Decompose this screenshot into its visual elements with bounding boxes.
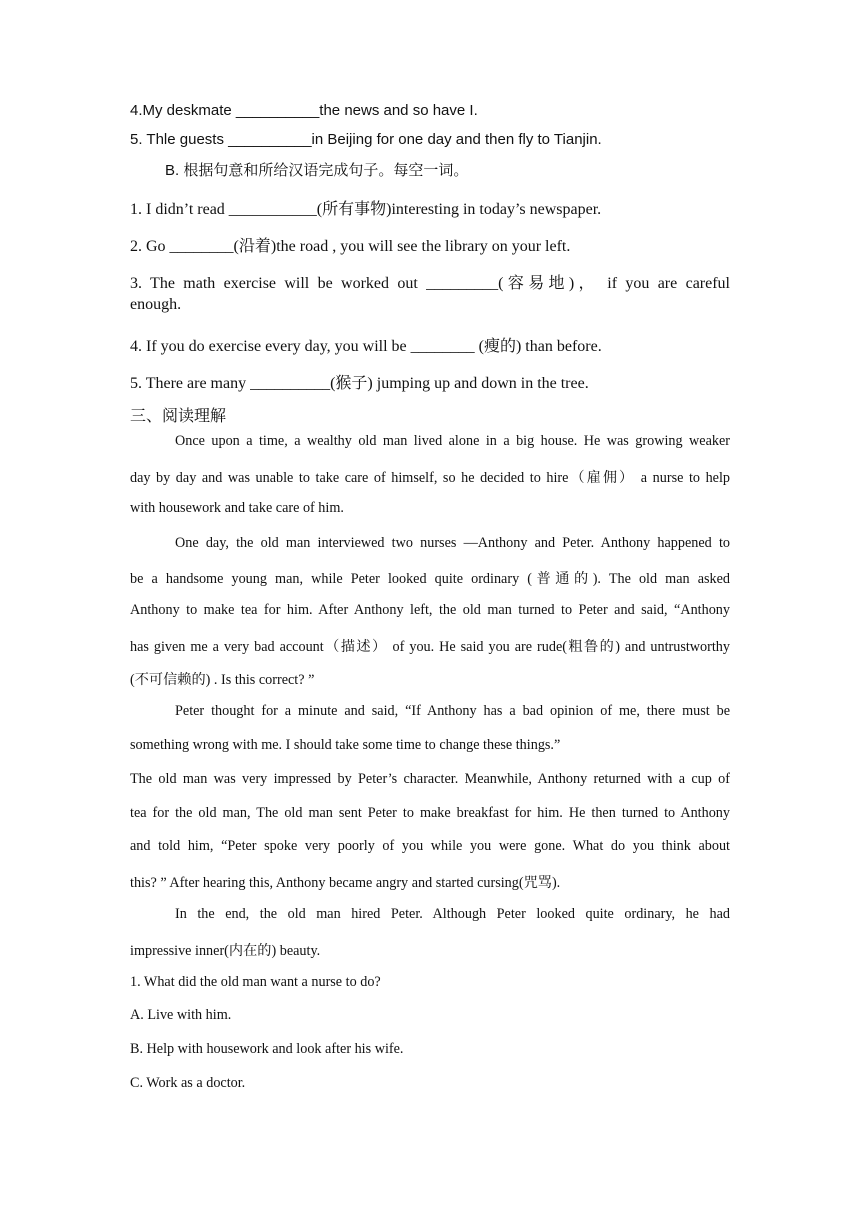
passage-line: this? ” After hearing this, Anthony became angry and started cursing(咒骂). [130, 875, 561, 891]
section-b-item-2: 2. Go ________(沿着)the road , you will see the library on your left. [130, 238, 571, 255]
answer-option-a: A. Live with him. [130, 1007, 232, 1023]
answer-option-b: B. Help with housework and look after his wife. [130, 1041, 404, 1057]
passage-line: The old man was very impressed by Peter’s character. Meanwhile, Anthony returned with a cup of [130, 771, 730, 787]
passage-line: be a handsome young man, while Peter looked quite ordinary (普通的). The old man asked [130, 571, 730, 587]
passage-line: Peter thought for a minute and said, “If Anthony has a bad opinion of me, there must be [175, 703, 730, 719]
passage-line: (不可信赖的) . Is this correct? ” [130, 672, 315, 688]
passage-line: something wrong with me. I should take some time to change these things.” [130, 737, 561, 753]
section-b-item-3-continued: enough. [130, 296, 182, 313]
passage-line: impressive inner(内在的) beauty. [130, 943, 321, 959]
passage-line: Once upon a time, a wealthy old man lived alone in a big house. He was growing weaker [175, 433, 730, 449]
passage-line: tea for the old man, The old man sent Peter to make breakfast for him. He then turned to Anthony [130, 805, 730, 821]
section-b-item-5: 5. There are many __________(猴子) jumping up and down in the tree. [130, 375, 589, 392]
question-1: 1. What did the old man want a nurse to do? [130, 974, 381, 990]
passage-line: and told him, “Peter spoke very poorly of you while you were gone. What do you think about [130, 838, 730, 854]
answer-option-c: C. Work as a doctor. [130, 1075, 246, 1091]
section-b-item-1: 1. I didn’t read ___________(所有事物)interesting in today’s newspaper. [130, 201, 602, 218]
section-a-item-5: 5. Thle guests __________in Beijing for one day and then fly to Tianjin. [130, 131, 602, 148]
reading-section-heading: 三、阅读理解 [130, 408, 227, 425]
passage-line: One day, the old man interviewed two nurses —Anthony and Peter. Anthony happened to [175, 535, 730, 551]
passage-line: Anthony to make tea for him. After Anthony left, the old man turned to Peter and said, “Anthony [130, 602, 730, 618]
passage-line: In the end, the old man hired Peter. Although Peter looked quite ordinary, he had [175, 906, 730, 922]
section-b-item-3: 3. The math exercise will be worked out _________(容易地)， if you are careful [130, 275, 730, 292]
passage-line: with housework and take care of him. [130, 500, 344, 516]
section-b-item-4: 4. If you do exercise every day, you will be ________ (瘦的) than before. [130, 338, 602, 355]
section-b-heading: B. 根据句意和所给汉语完成句子。每空一词。 [165, 162, 469, 179]
passage-line: has given me a very bad account（描述） of you. He said you are rude(粗鲁的) and untrustworthy [130, 639, 730, 655]
passage-line: day by day and was unable to take care of himself, so he decided to hire（雇佣） a nurse to help [130, 470, 730, 486]
section-a-item-4: 4.My deskmate __________the news and so have I. [130, 102, 478, 119]
